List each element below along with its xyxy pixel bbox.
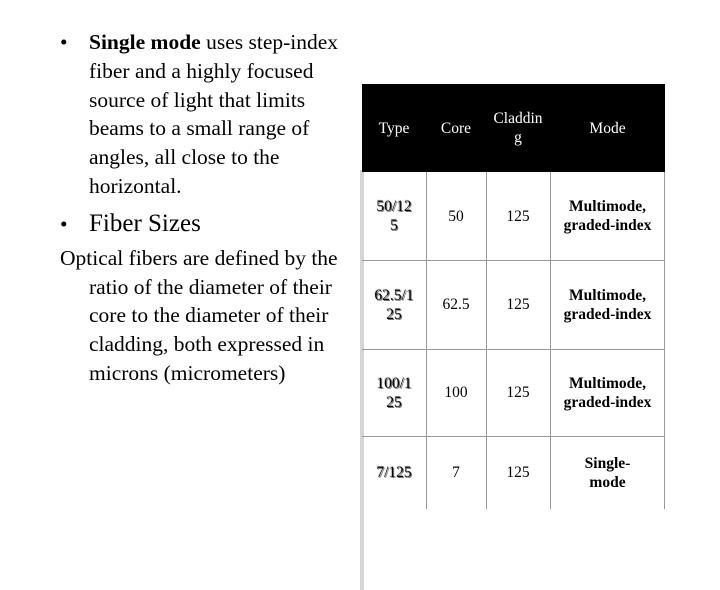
cell-mode bbox=[550, 349, 665, 436]
header-cladding-label: Cladding bbox=[493, 110, 543, 146]
bullet-fiber-sizes bbox=[60, 208, 350, 240]
cell-cladding: 125 bbox=[506, 296, 530, 313]
table-row bbox=[362, 349, 665, 436]
table-body bbox=[362, 172, 665, 509]
bullet-bold-lead: Single mode bbox=[89, 30, 201, 54]
table-row bbox=[362, 172, 665, 260]
table-row bbox=[362, 260, 665, 349]
fiber-table bbox=[362, 84, 665, 509]
cell-core: 62.5 bbox=[442, 296, 470, 313]
cell-type-text: 62.5/125 bbox=[374, 286, 414, 323]
header-mode: Mode bbox=[589, 119, 626, 137]
bullet-dot-icon: • bbox=[60, 30, 68, 54]
cell-type bbox=[362, 260, 426, 349]
bullet-dot-icon: • bbox=[60, 211, 68, 236]
header-core: Core bbox=[440, 119, 472, 137]
bullet-single-mode bbox=[60, 28, 350, 201]
cell-cladding: 125 bbox=[506, 207, 530, 225]
cell-mode-text: Single-mode bbox=[584, 454, 631, 491]
cell-mode-text: Multimode, graded-index bbox=[563, 374, 652, 411]
cell-mode-text: Multimode, graded-index bbox=[563, 198, 652, 234]
cell-mode bbox=[550, 436, 665, 509]
cell-core: 100 bbox=[444, 384, 468, 401]
cell-type bbox=[362, 172, 426, 260]
table-row bbox=[362, 436, 665, 509]
cell-core: 50 bbox=[448, 207, 464, 225]
cell-type bbox=[362, 349, 426, 436]
header-cladding bbox=[486, 84, 550, 172]
header-type: Type bbox=[378, 119, 410, 137]
text-content bbox=[60, 28, 350, 388]
cell-mode bbox=[550, 260, 665, 349]
cell-mode bbox=[550, 172, 665, 260]
cell-core: 7 bbox=[452, 464, 460, 481]
fiber-sizes-heading: Fiber Sizes bbox=[89, 209, 201, 237]
cell-type-text: 100/125 bbox=[376, 374, 412, 411]
cell-type: 7/125 bbox=[376, 464, 412, 481]
cell-cladding: 125 bbox=[506, 464, 530, 481]
cell-mode-text: Multimode, graded-index bbox=[563, 286, 652, 323]
cell-type-text: 50/125 bbox=[376, 198, 412, 234]
table-header bbox=[362, 84, 665, 172]
bullet-text: uses step-index fiber and a highly focused source of light that limits beams to a small range of angles, all close to the horizontal. bbox=[89, 30, 339, 198]
fiber-sizes-paragraph: Optical fibers are defined by the ratio of the diameter of their core to the diameter of their cladding, both expressed in microns (micrometers) bbox=[60, 245, 338, 385]
cell-cladding: 125 bbox=[506, 384, 530, 401]
